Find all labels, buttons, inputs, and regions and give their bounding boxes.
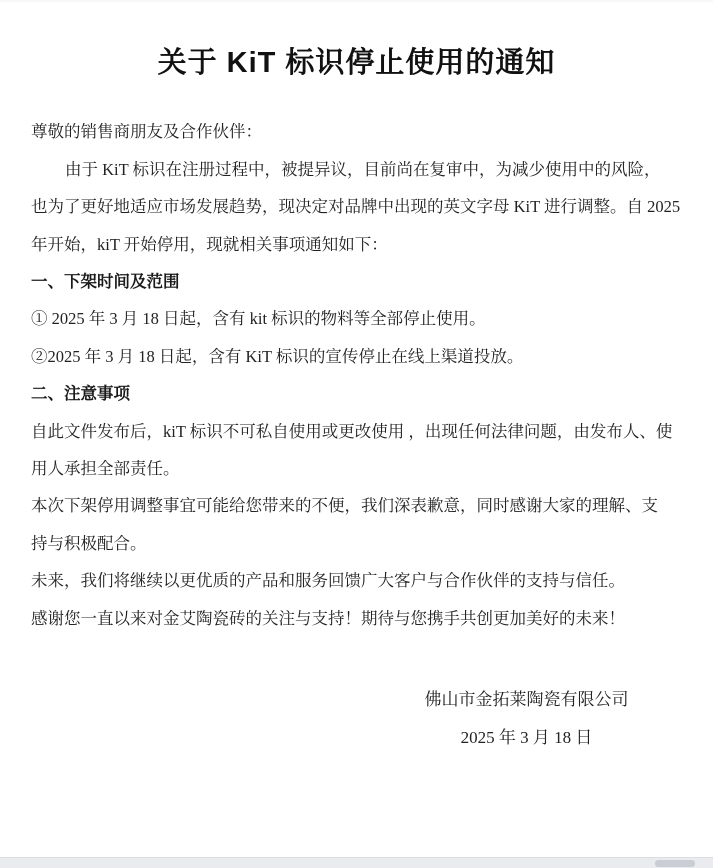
section-heading: 二、注意事项 [31, 385, 130, 404]
body-line: 由于 KiT 标识在注册过程中，被提异议，目前尚在复审中，为减少使用中的风险， [65, 159, 661, 179]
body-line: 自此文件发布后，kiT 标识不可私自使用或更改使用 ，出现任何法律问题，由发布人、使 [31, 421, 673, 441]
signature-block [340, 678, 713, 754]
body-line: ②2025 年 3 月 18 日起，含有 KiT 标识的宣传停止在线上渠道投放。 [31, 346, 524, 366]
document-body [31, 114, 683, 637]
top-edge-strip [0, 0, 713, 2]
body-lines-container [31, 151, 683, 637]
document-title: 关于 KiT 标识停止使用的通知 [157, 47, 556, 79]
body-line: 未来，我们将继续以更优质的产品和服务回馈广大客户与合作伙伴的支持与信任。 [31, 571, 625, 591]
signature-company: 佛山市金拓莱陶瓷有限公司 [424, 689, 629, 709]
body-line: 本次下架停用调整事宜可能给您带来的不便，我们深表歉意，同时感谢大家的理解、支 [31, 496, 658, 516]
salutation: 尊敬的销售商朋友及合作伙伴： [31, 122, 262, 142]
body-line: 也为了更好地适应市场发展趋势，现决定对品牌中出现的英文字母 KiT 进行调整。自 2025 [31, 197, 681, 217]
horizontal-scrollbar[interactable] [0, 857, 713, 868]
body-line: 感谢您一直以来对金艾陶瓷砖的关注与支持！期待与您携手共创更加美好的未来！ [31, 608, 625, 628]
body-line: 用人承担全部责任。 [31, 458, 180, 478]
section-heading: 一、下架时间及范围 [31, 273, 180, 291]
body-line: ① 2025 年 3 月 18 日起，含有 kit 标识的物料等全部停止使用。 [31, 309, 486, 329]
body-line: 持与积极配合。 [31, 533, 147, 553]
horizontal-scrollbar-thumb[interactable] [655, 860, 695, 867]
signature-date: 2025 年 3 月 18 日 [460, 727, 593, 747]
body-line: 年开始，kiT 开始停用，现就相关事项通知如下： [31, 234, 388, 254]
